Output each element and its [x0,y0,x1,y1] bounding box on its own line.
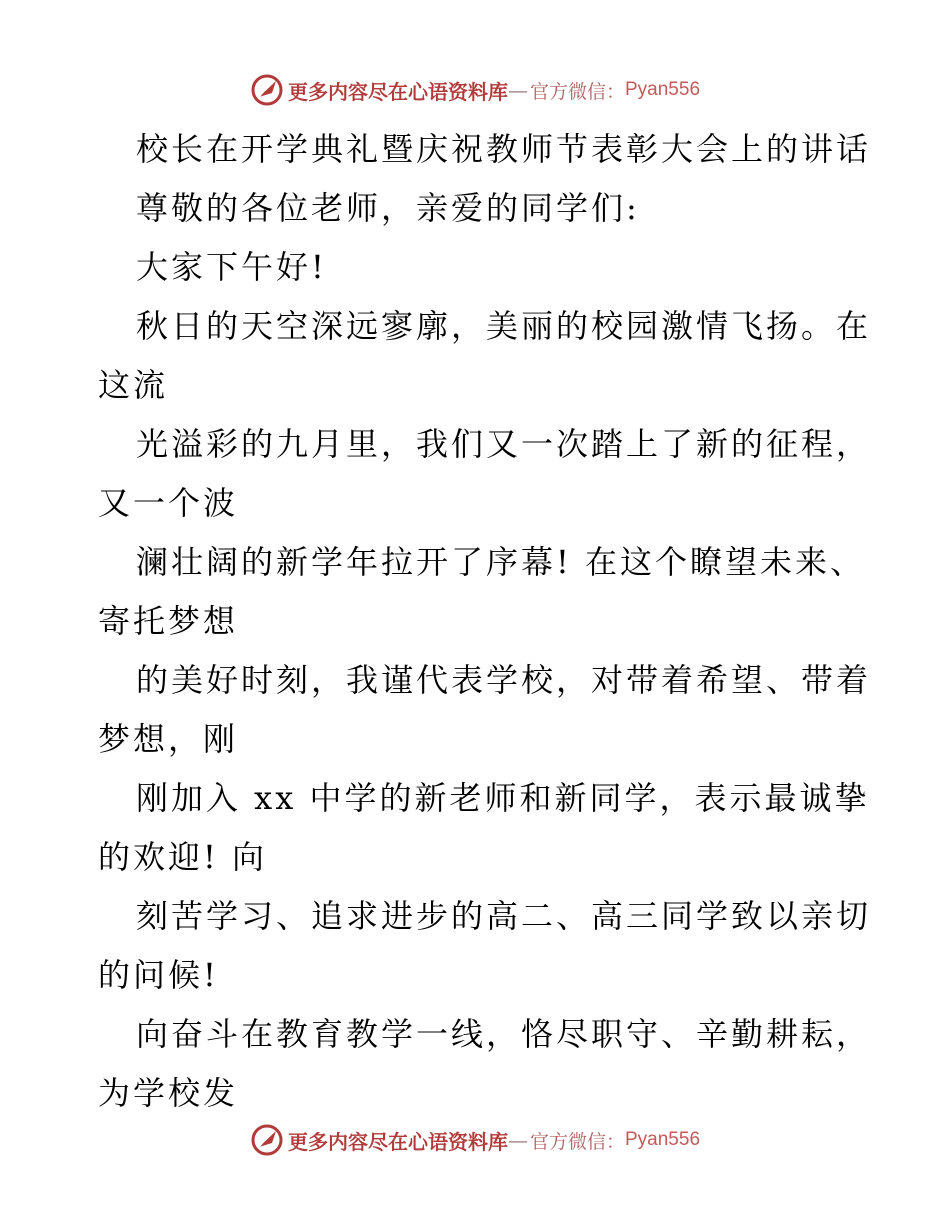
page-header-banner [0,70,950,110]
body-line: 澜壮阔的新学年拉开了序幕! 在这个瞭望未来、 [136,543,866,581]
footer-wechat-account: Pyan556 [625,1129,701,1150]
page-footer-banner [0,1120,950,1160]
body-line: 的美好时刻，我谨代表学校，对带着希望、带着 [136,661,872,699]
body-line: 梦想，刚 [98,720,239,758]
header-wechat-label: 官方微信： [529,80,625,103]
quill-logo-icon [250,1123,284,1157]
body-line: 向奋斗在教育教学一线，恪尽职守、辛勤耕耘， [136,1015,872,1053]
body-line: 这流 [98,366,169,404]
body-line: 又一个波 [98,484,239,522]
footer-separator: — [507,1128,528,1152]
body-line: 秋日的天空深远寥廓，美丽的校园激情飞扬。在 [136,307,872,345]
body-line: 大家下午好! [136,248,327,286]
header-brand-text: 更多内容尽在心语资料库 [287,79,508,104]
document-body [98,120,872,1123]
body-line: 刻苦学习、追求进步的高二、高三同学致以亲切 [136,897,872,935]
header-wechat-account: Pyan556 [625,79,701,100]
body-line: 校长在开学典礼暨庆祝教师节表彰大会上的讲话 [136,130,872,168]
body-line: 的问候! [98,956,219,994]
body-line: 寄托梦想 [98,602,239,640]
footer-wechat-label: 官方微信： [529,1130,625,1153]
header-separator: — [507,78,528,102]
body-line: 的欢迎! 向 [98,838,268,876]
quill-logo-icon [250,73,284,107]
body-line: 尊敬的各位老师，亲爱的同学们: [136,189,640,227]
footer-brand-text: 更多内容尽在心语资料库 [287,1129,508,1154]
body-line: 光溢彩的九月里，我们又一次踏上了新的征程， [136,425,872,463]
body-line: 刚加入 xx 中学的新老师和新同学，表示最诚挚 [136,779,870,817]
body-line: 为学校发 [98,1074,239,1112]
